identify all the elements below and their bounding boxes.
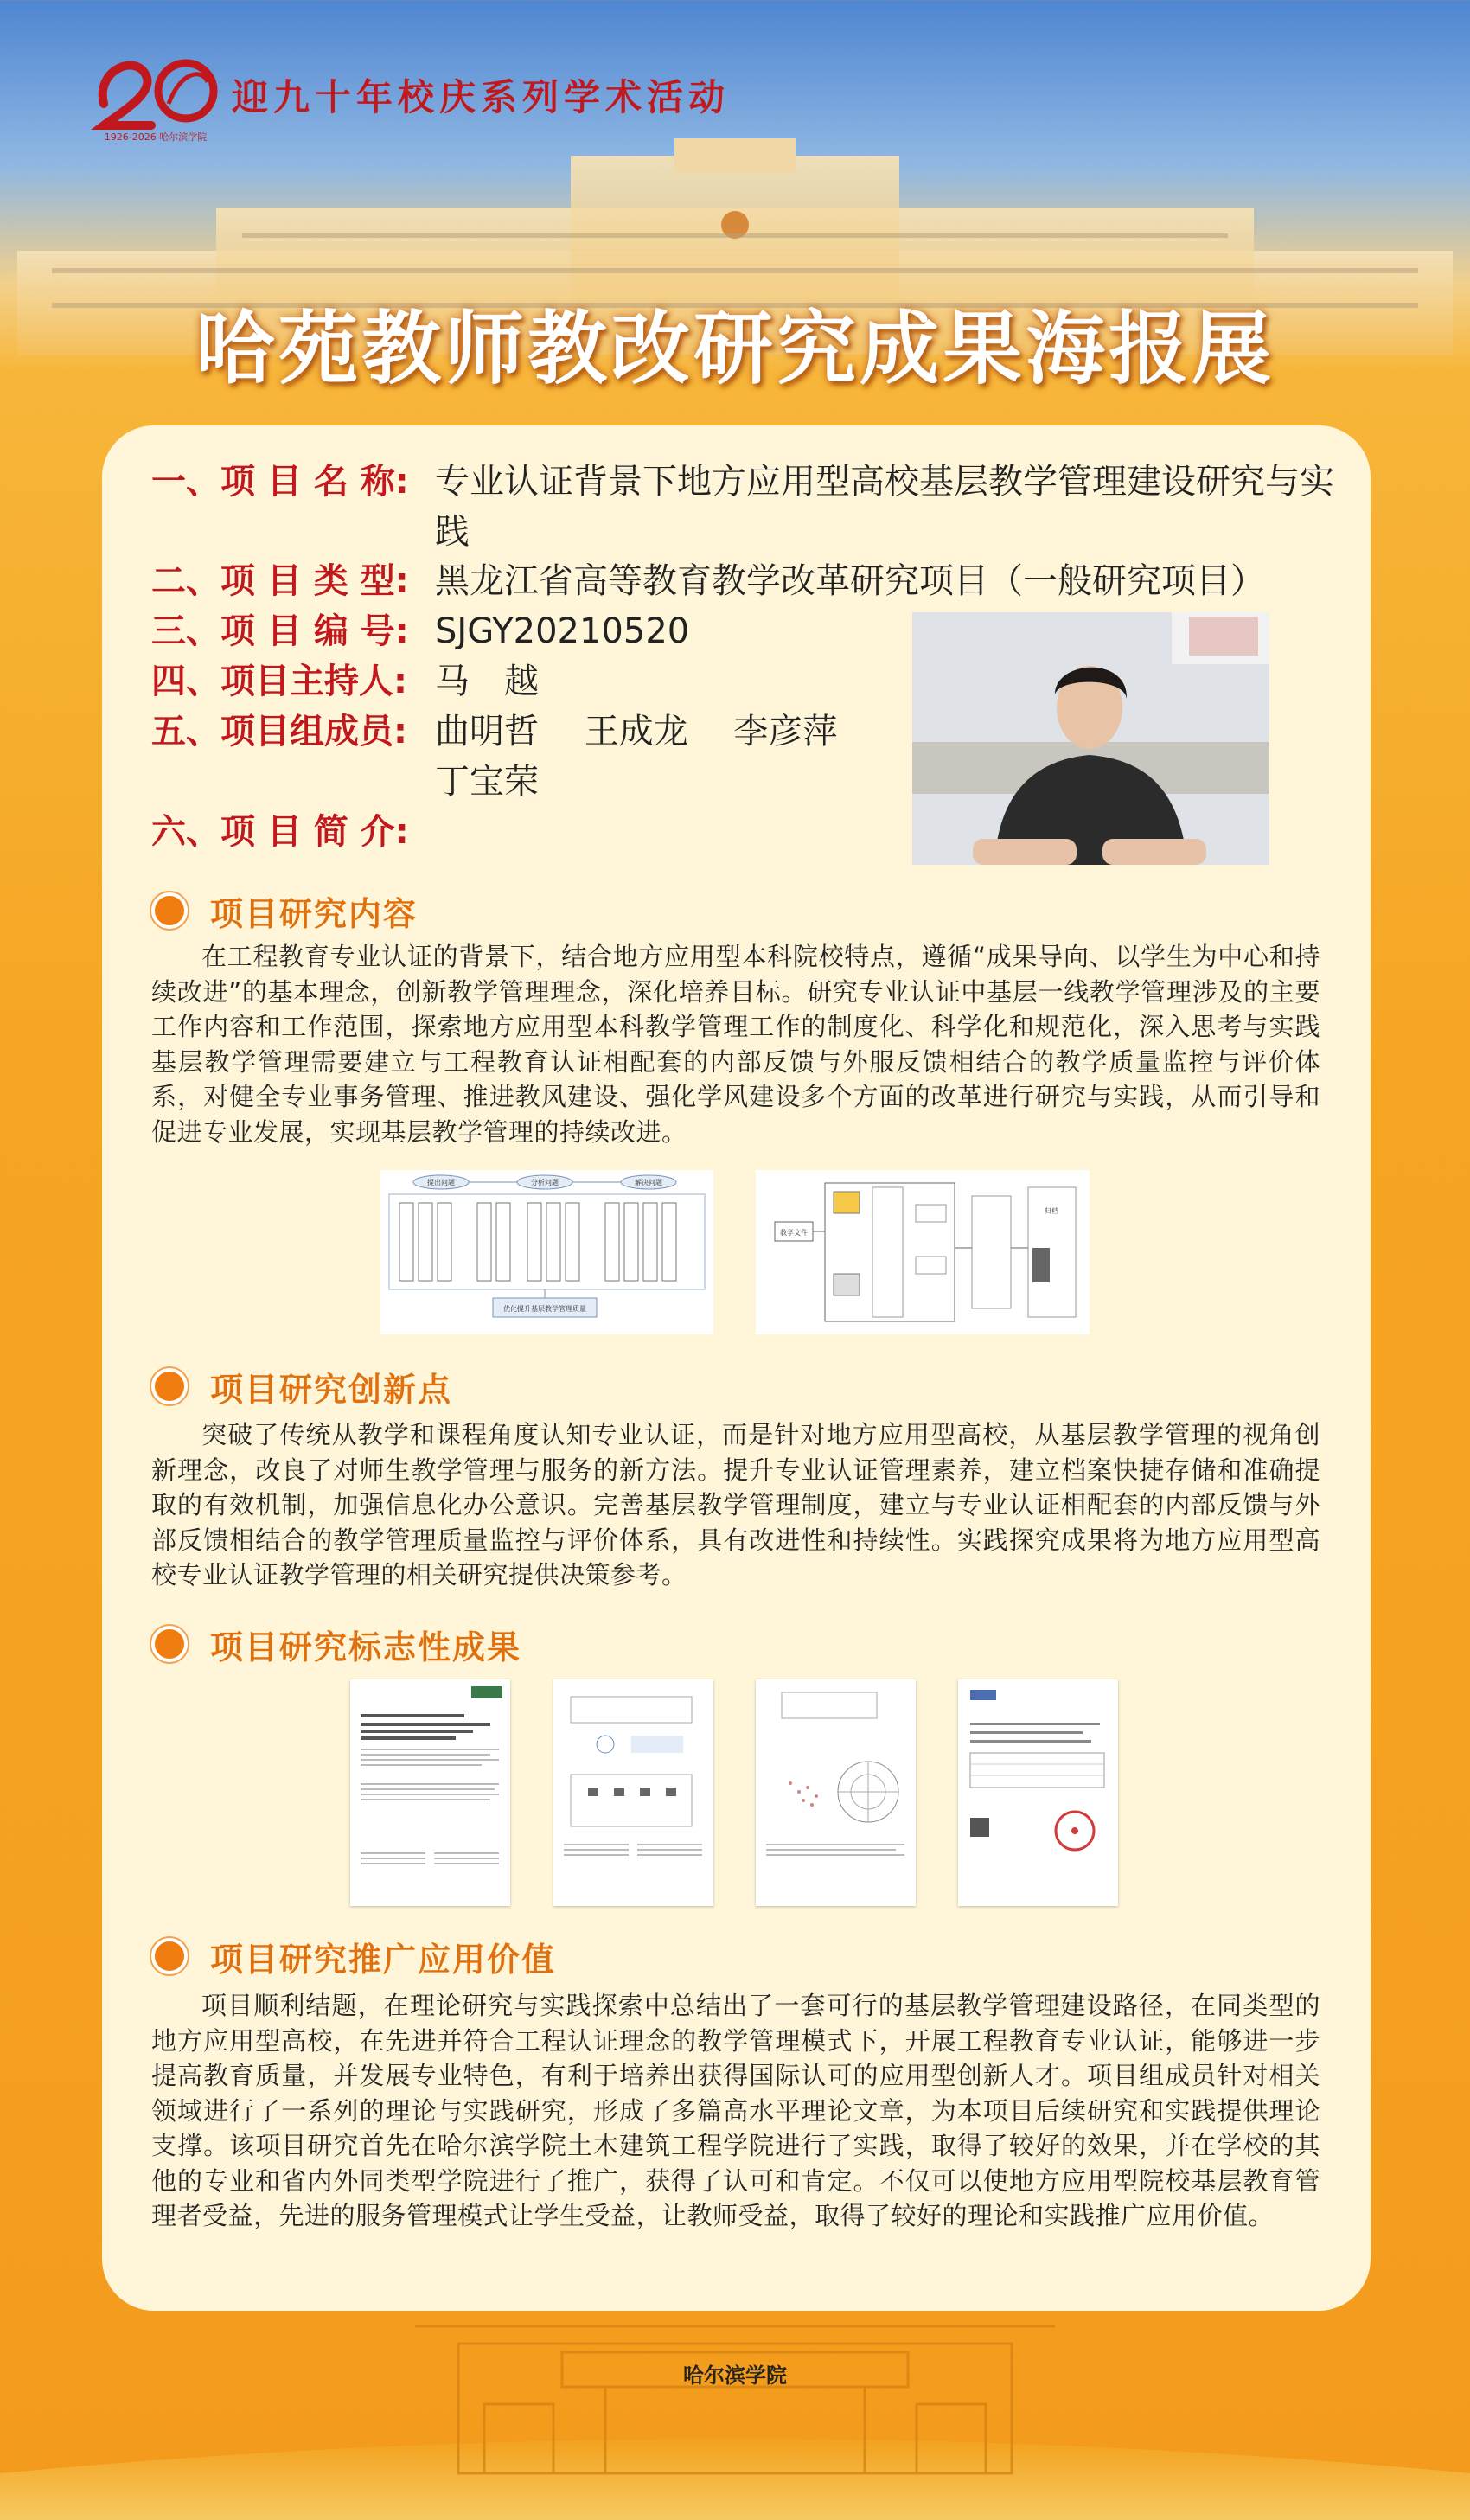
project-type-row [151,556,1265,606]
archive-right-box: 归档 [1045,1207,1058,1215]
project-number-row [151,606,690,656]
project-members-row [151,707,838,802]
project-type-value: 黑龙江省高等教育教学改革研究项目（一般研究项目） [435,561,1265,601]
flow-top-box-3: 解决问题 [635,1179,662,1186]
project-number-value: SJGY20210520 [435,611,690,651]
section-heading-innovation: 项目研究创新点 [151,1365,452,1408]
university-gate-illustration [0,2300,1470,2520]
project-intro-row [151,807,430,857]
section-text-innovation: 突破了传统从教学和课程角度认知专业认证，而是针对地方应用型高校，从基层教学管理的视角创新理念，改良了对师生教学管理与服务的新方法。提升专业认证管理素养，建立档案快捷存储和准确提取的有效机制，加强信息化办公意识。完善基层教学管理制度，建立与专业认证相配套的内部反馈与外部反馈相结合的教学管理质量监控与评价体系，具有改进性和持续性。实践探究成果将为地方应用型高校专业认证教学管理的相关研究提供决策参考。 [151,1420,1320,1589]
project-members-label: 五、项目组成员: [151,712,407,752]
paper-thumbnail-3 [756,1679,916,1906]
section-heading-research-content: 项目研究内容 [151,889,418,932]
bullet-icon [151,1368,188,1404]
bullet-icon [151,1626,188,1662]
project-host-row [151,656,539,707]
project-type-label: 二、项 目 类 型: [151,561,409,601]
section-heading-application: 项目研究推广应用价值 [151,1935,556,1978]
project-members-value: 曲明哲 王成龙 李彦萍 [435,712,838,752]
host-portrait-photo [912,612,1269,865]
poster-title: 哈苑教师教改研究成果海报展 [195,303,1275,395]
section-text-application: 项目顺利结题，在理论研究与实践探索中总结出了一套可行的基层教学管理建设路径，在同类型的地方应用型高校，在先进并符合工程认证理念的教学管理模式下，开展工程教育专业认证，能够进一步提高教育质量，并发展专业特色，有利于培养出获得国际认可的应用型创新人才。项目组成员针对相关领域进行了一系列的理论与实践研究，形成了多篇高水平理论文章，为本项目后续研究和实践提供理论支撑。该项目研究首先在哈尔滨学院土木建筑工程学院进行了实践，取得了较好的效果，并在学校的其他的专业和省内外同类型学院进行了推广，获得了认可和肯定。不仅可以使地方应用型院校基层教育管理者受益，先进的服务管理模式让学生受益，让教师受益，取得了较好的理论和实践推广应用价值。 [151,1991,1320,2230]
bullet-icon [151,1938,188,1974]
paper-thumbnail-1 [350,1679,510,1906]
project-members-value-line2: 丁宝荣 [435,762,539,802]
project-intro-label: 六、项 目 简 介: [151,812,409,852]
teaching-management-flow-diagram [380,1170,713,1334]
flow-top-box-1: 提出问题 [427,1179,455,1186]
section-heading-achievements: 项目研究标志性成果 [151,1622,521,1666]
project-number-label: 三、项 目 编 号: [151,611,409,651]
gate-name-text: 哈尔滨学院 [683,2363,787,2388]
project-host-value: 马 越 [435,662,539,701]
project-name-row [151,457,1334,552]
flow-top-box-2: 分析问题 [531,1179,559,1186]
project-host-label: 四、项目主持人: [151,662,407,701]
header-slogan: 迎九十年校庆系列学术活动 [232,76,731,118]
bullet-icon [151,892,188,929]
project-name-value: 专业认证背景下地方应用型高校基层教学管理建设研究与实践 [435,462,1334,552]
university-anniversary-logo [86,43,225,147]
paper-thumbnail-4 [958,1679,1118,1906]
project-name-label: 一、项 目 名 称: [151,462,409,502]
logo-text: 1926-2026 哈尔滨学院 [104,131,208,143]
file-archive-flow-diagram [756,1170,1090,1334]
flow-bottom-box: 优化提升基层教学管理质量 [503,1305,586,1313]
section-text-research-content: 在工程教育专业认证的背景下，结合地方应用型本科院校特点，遵循“成果导向、以学生为中心和持续改进”的基本理念，创新教学管理理念，深化培养目标。研究专业认证中基层一线教学管理涉及的主要工作内容和工作范围，探索地方应用型本科教学管理工作的制度化、科学化和规范化，深入思考与实践基层教学管理需要建立与工程教育认证相配套的内部反馈与外服反馈相结合的教学质量监控与评价体系，对健全专业事务管理、推进教风建设、强化学风建设多个方面的改革进行研究与实践，从而引导和促进专业发展，实现基层教学管理的持续改进。 [151,942,1320,1147]
paper-thumbnail-2 [553,1679,713,1906]
archive-left-box: 教学文件 [780,1229,808,1237]
